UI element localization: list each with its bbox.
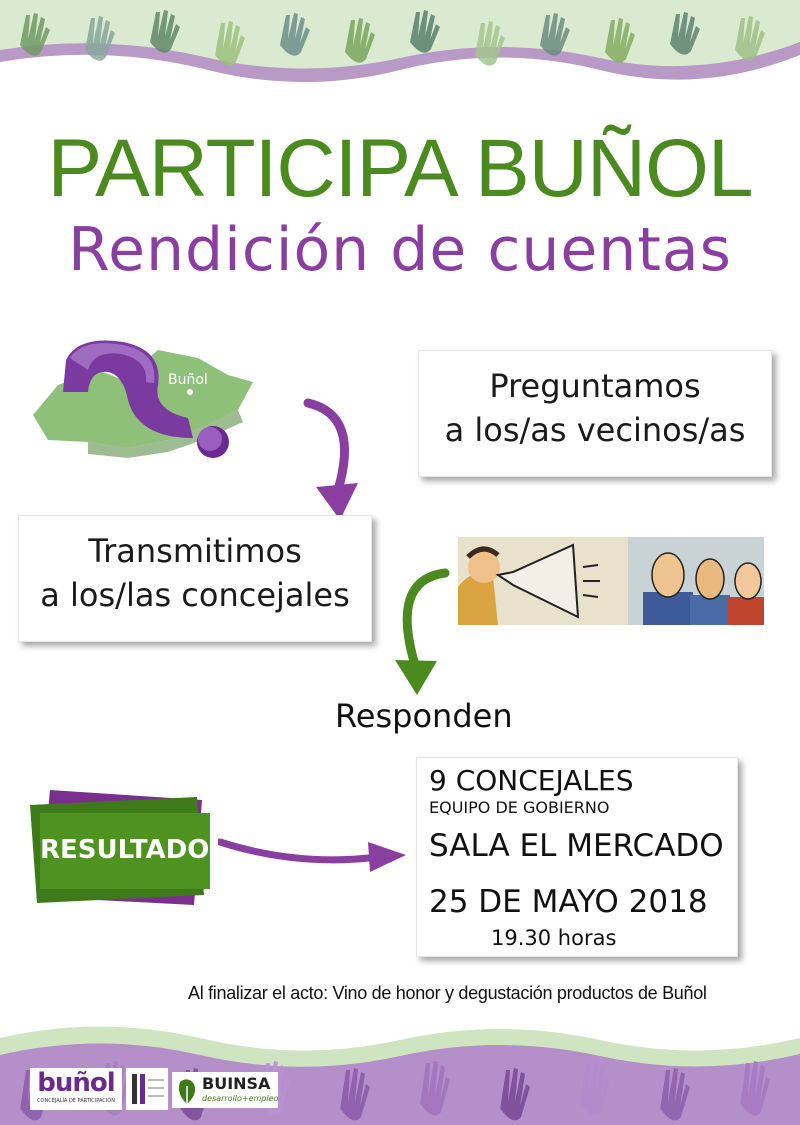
event-venue: SALA EL MERCADO [429, 828, 724, 864]
logo-buinsa-subtext: desarrollo+empleo [202, 1094, 279, 1103]
step2-line2: a los/las concejales [40, 576, 350, 614]
page-subtitle: Rendición de cuentas [68, 215, 732, 285]
step1-line1: Preguntamos [489, 367, 701, 405]
buinsa-leaf-icon [174, 1074, 200, 1106]
map-question-illustration [28, 330, 268, 465]
top-hands-banner [0, 0, 800, 95]
step1-line2: a los/as vecinos/as [444, 411, 746, 449]
event-date: 25 DE MAYO 2018 [429, 884, 708, 920]
step-box-preguntamos [418, 350, 772, 477]
step-box-transmitimos [18, 515, 372, 642]
purple-curved-arrow-icon [300, 395, 370, 525]
logo-bunol-text: buñol [37, 1068, 115, 1098]
logo-bunol-subtext: CONCEJALÍA DE PARTICIPACIÓN [37, 1098, 115, 1104]
logo-hands-emblem [126, 1068, 168, 1110]
purple-arrow-right-icon [218, 832, 408, 882]
step2-line1: Transmitimos [88, 532, 302, 570]
step3-label: Responden [335, 697, 513, 735]
megaphone-illustration [458, 537, 764, 625]
logo-bunol [30, 1068, 122, 1110]
logo-buinsa [172, 1072, 278, 1108]
green-curved-arrow-icon [385, 565, 455, 700]
event-concejales: 9 CONCEJALES [429, 764, 634, 797]
footer-note: Al finalizar el acto: Vino de honor y degustación productos de Buñol [188, 983, 707, 1003]
event-info-box [416, 757, 738, 957]
map-label: Buñol [168, 372, 208, 388]
page-title: PARTICIPA BUÑOL [47, 123, 753, 214]
event-time: 19.30 horas [491, 926, 617, 950]
logo-buinsa-text: BUINSA [202, 1074, 271, 1093]
resultados-label: RESULTADOS [40, 835, 229, 865]
event-equipo: EQUIPO DE GOBIERNO [429, 798, 610, 817]
